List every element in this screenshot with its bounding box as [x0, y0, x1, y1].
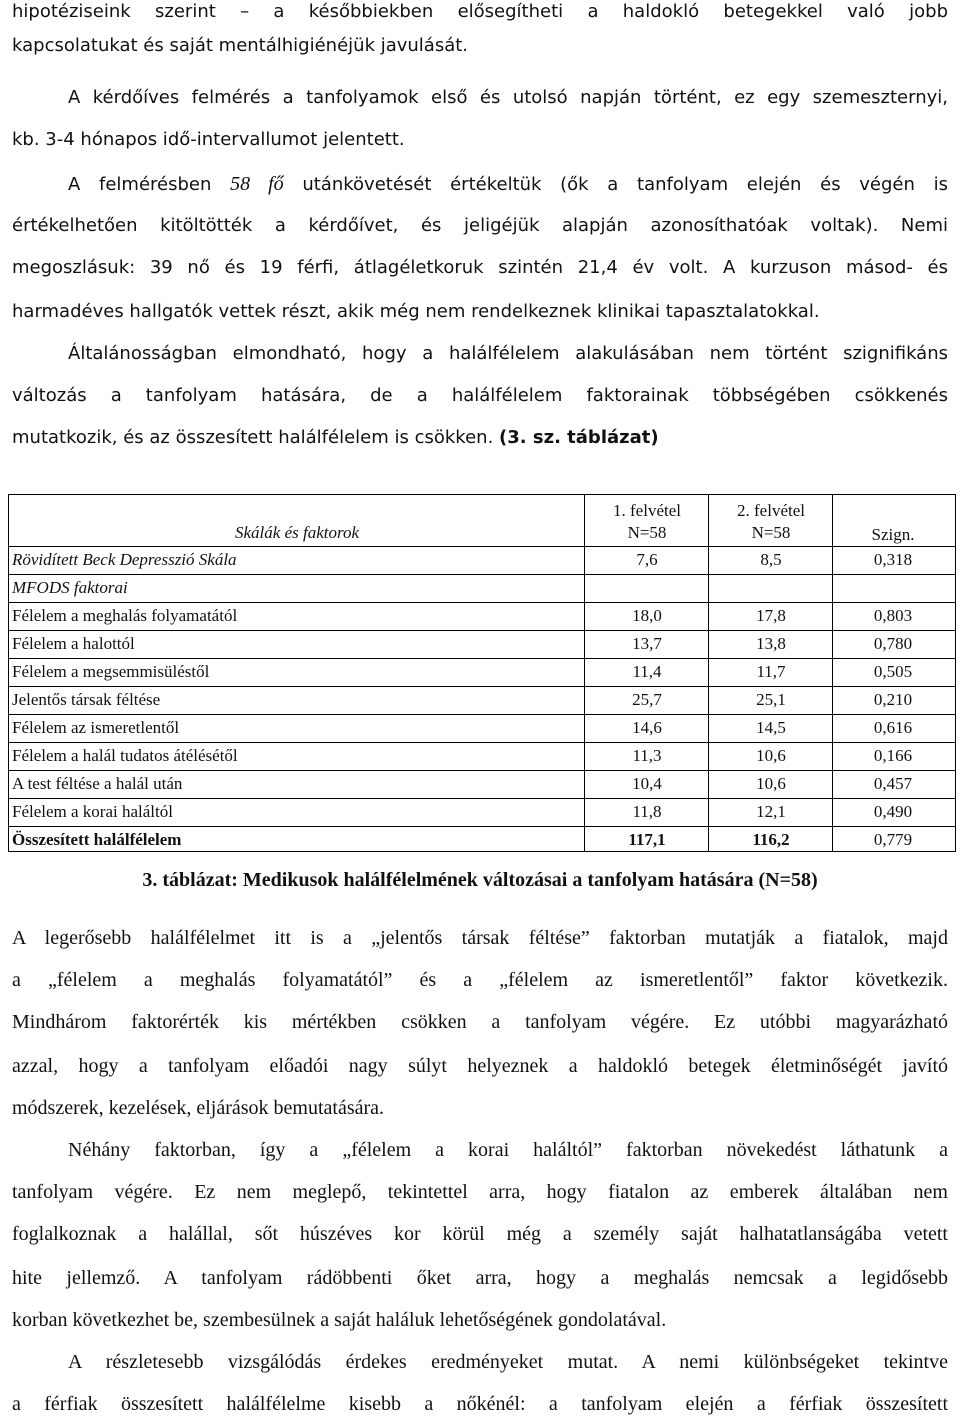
table-header-second-n: N=58 [751, 523, 791, 542]
table-cell: 10,6 [756, 746, 786, 765]
table-divider [8, 630, 956, 631]
text-line: kapcsolatukat és saját mentálhigiénéjük javulását. [12, 35, 469, 56]
table-divider [8, 658, 956, 659]
text-line: A részletesebb vizsgálódás érdekes eredményeket mutat. A nemi különbségeket tekintve [68, 1351, 948, 1373]
table-cell: 13,8 [756, 634, 786, 653]
table-cell: 8,5 [760, 550, 782, 569]
table-header-first-n: N=58 [627, 523, 667, 542]
text-line: A kérdőíves felmérés a tanfolyamok első és utolsó napján történt, ez egy szemeszternyi, [68, 87, 948, 108]
table-divider [8, 714, 956, 715]
table-row-label: Félelem a halottól [12, 634, 135, 653]
table-cell: 0,166 [873, 746, 913, 765]
table-row-label: Félelem a korai haláltól [12, 802, 173, 821]
text-line: foglalkoznak a halállal, sőt húszéves kor körül még a személy saját halhatatlanságába vetett [12, 1223, 948, 1245]
table-cell: 0,505 [873, 662, 913, 681]
table-row-label-total: Összesített halálfélelem [12, 830, 182, 849]
table-cell: 18,0 [632, 606, 662, 625]
table-cell: 13,7 [632, 634, 662, 653]
text-line: értékelhetően kitöltötték a kérdőívet, és jeligéjük alapján azonosíthatóak voltak). Nemi [12, 215, 948, 236]
table-cell: 116,2 [752, 830, 790, 849]
table-cell: 10,4 [632, 774, 662, 793]
table-reference: (3. sz. táblázat) [499, 427, 659, 448]
text-line: azzal, hogy a tanfolyam előadói nagy súlyt helyeznek a haldokló betegek életminőségét javító [12, 1055, 948, 1077]
text-line [68, 172, 948, 196]
table-divider [8, 602, 956, 603]
table-divider [8, 686, 956, 687]
table-divider [8, 770, 956, 771]
text-line: A legerősebb halálfélelmet itt is a „jelentős társak féltése” faktorban mutatják a fiatalok, majd [12, 927, 948, 949]
text-line: Néhány faktorban, így a „félelem a korai haláltól” faktorban növekedést láthatunk a [68, 1139, 948, 1161]
sample-size: 58 fő [230, 173, 284, 195]
table-header-scales: Skálák és faktorok [235, 523, 359, 542]
table-header-significance: Szign. [871, 525, 915, 544]
text-line: a férfiak összesített halálfélelme kisebb a nőkénél: a tanfolyam elején a férfiak összesített [12, 1393, 948, 1415]
table-row-label: Rövidített Beck Depresszió Skála [12, 550, 237, 569]
table-header-second: 2. felvétel [737, 501, 805, 520]
table-cell: 11,4 [632, 662, 662, 681]
table-header-first: 1. felvétel [613, 501, 681, 520]
table-divider [8, 826, 956, 827]
table-cell: 10,6 [756, 774, 786, 793]
table-cell: 12,1 [756, 802, 786, 821]
text-span: mutatkozik, és az összesített halálfélelem is csökken. [12, 427, 500, 448]
text-line: harmadéves hallgatók vettek részt, akik még nem rendelkeznek klinikai tapasztalatokkal. [12, 301, 820, 322]
table-divider [8, 574, 956, 575]
table-cell: 14,6 [632, 718, 662, 737]
table-cell: 0,780 [873, 634, 913, 653]
table-cell: 0,616 [873, 718, 913, 737]
text-line: tanfolyam végére. Ez nem meglepő, tekintettel arra, hogy fiatalon az emberek általában nem [12, 1181, 948, 1203]
table-cell: 0,803 [873, 606, 913, 625]
table-cell: 7,6 [636, 550, 658, 569]
table-cell: 11,3 [632, 746, 662, 765]
table-row-label: Félelem a halál tudatos átélésétől [12, 746, 238, 765]
text-line: korban következhet be, szembesülnek a saját haláluk lehetőségének gondolatával. [12, 1309, 667, 1331]
table-cell: 0,457 [873, 774, 913, 793]
text-span: A felmérésben [68, 174, 231, 195]
table-cell: 25,7 [632, 690, 662, 709]
table-cell: 0,318 [873, 550, 913, 569]
table-cell: 0,210 [873, 690, 913, 709]
text-line: hipotéziseink szerint – a későbbiekben elősegítheti a haldokló betegekkel való jobb [12, 1, 948, 22]
table-cell: 11,8 [632, 802, 662, 821]
table-divider [8, 798, 956, 799]
table-cell: 0,490 [873, 802, 913, 821]
text-span: utánkövetését értékeltük (ők a tanfolyam elején és végén is [283, 174, 948, 195]
text-line: módszerek, kezelések, eljárások bemutatására. [12, 1097, 385, 1119]
text-line: Általánosságban elmondható, hogy a halálfélelem alakulásában nem történt szignifikáns [68, 343, 948, 364]
text-line: a „félelem a meghalás folyamatától” és a „félelem az ismeretlentől” faktor következik. [12, 969, 948, 991]
text-line: hite jellemző. A tanfolyam rádöbbenti őket arra, hogy a meghalás nemcsak a legidősebb [12, 1267, 948, 1289]
table-row-label: Félelem az ismeretlentől [12, 718, 180, 737]
table-cell: 14,5 [756, 718, 786, 737]
table-cell: 11,7 [756, 662, 786, 681]
text-line: kb. 3-4 hónapos idő-intervallumot jelentett. [12, 129, 405, 150]
table-row-label: Félelem a megsemmisüléstől [12, 662, 210, 681]
text-line: változás a tanfolyam hatására, de a halálfélelem faktorainak többségében csökkenés [12, 385, 948, 406]
table-divider [8, 546, 956, 547]
table-row-label: MFODS faktorai [12, 578, 128, 597]
table-cell: 0,779 [873, 830, 913, 849]
table-cell: 17,8 [756, 606, 786, 625]
table-row-label: Jelentős társak féltése [12, 690, 161, 709]
text-line: Mindhárom faktorérték kis mértékben csökken a tanfolyam végére. Ez utóbbi magyarázható [12, 1011, 948, 1033]
table-divider [8, 742, 956, 743]
table-cell: 117,1 [628, 830, 666, 849]
table-row-label: A test féltése a halál után [12, 774, 183, 793]
table-row-label: Félelem a meghalás folyamatától [12, 606, 238, 625]
table-cell: 25,1 [756, 690, 786, 709]
text-line: megoszlásuk: 39 nő és 19 férfi, átlagéletkoruk szintén 21,4 év volt. A kurzuson másod- és [12, 257, 948, 278]
text-line [12, 426, 948, 450]
table-caption: 3. táblázat: Medikusok halálfélelmének változásai a tanfolyam hatására (N=58) [142, 869, 818, 891]
